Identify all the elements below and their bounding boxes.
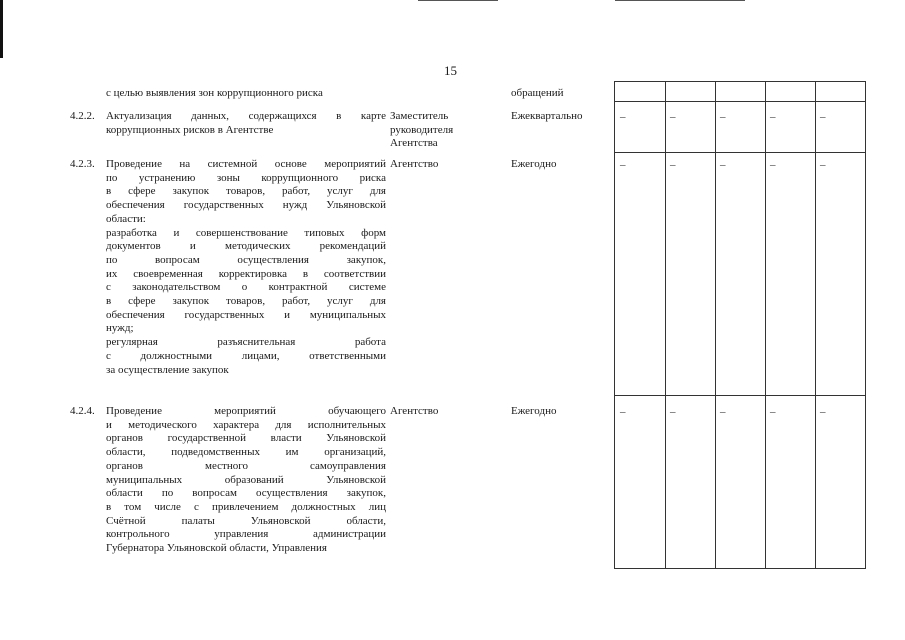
description-line: по устранению зоны коррупционного риска [106,171,386,184]
carry-over-period: обращений [511,87,564,99]
carry-over-description: с целью выявления зон коррупционного риска [106,87,323,99]
description-line: обеспечения государственных нужд Ульяновской [106,199,386,212]
grid-mark: – [670,111,676,123]
responsible-line: руководителя [390,123,454,136]
description-line: муниципальных образований Ульяновской [106,473,386,486]
description-line: Проведение мероприятий обучающего [106,405,386,417]
scan-top-line [418,0,498,1]
row-description [106,405,386,556]
description-line: Счётной палаты Ульяновской области, [106,514,386,527]
description-line: с законодательством о контрактной системе [106,281,386,294]
description-line: контрольного управления администрации [106,528,386,541]
row-period: Ежегодно [511,158,557,170]
responsible-line: Агентство [390,158,439,170]
grid-mark: – [620,406,626,418]
description-line: регулярная разъяснительная работа [106,336,386,349]
responsible-line: Агентства [390,137,438,150]
grid-mark: – [820,111,826,123]
grid-mark: – [770,406,776,418]
description-line: в сфере закупок товаров, работ, услуг для [106,295,386,308]
row-responsible [390,110,490,151]
description-line: разработка и совершенствование типовых форм [106,226,386,239]
scan-edge-mark [0,0,3,58]
description-line: обеспечения государственных и муниципальных [106,308,386,321]
grid-mark: – [820,159,826,171]
description-line: Губернатора Ульяновской области, Управления [106,542,327,555]
description-line: Проведение на системной основе мероприятий [106,158,386,170]
grid-mark: – [670,159,676,171]
description-line: органов государственной власти Ульяновской [106,432,386,445]
grid-mark: – [770,111,776,123]
description-line: в том числе с привлечением должностных лиц [106,500,386,513]
description-line: за осуществление закупок [106,363,229,376]
grid-mark: – [770,159,776,171]
row-period: Ежегодно [511,405,557,417]
description-line: их своевременная корректировка в соответствии [106,267,386,280]
responsible-line: Заместитель [390,110,449,122]
grid-mark: – [720,406,726,418]
description-line: нужд; [106,322,134,335]
row-number: 4.2.2. [70,110,95,122]
row-responsible [390,405,490,419]
description-line: по вопросам осуществления закупок, [106,253,386,266]
description-line: области по вопросам осуществления закупок, [106,487,386,500]
description-line: Актуализация данных, содержащихся в карте [106,110,386,122]
description-line: и методического характера для исполнительных [106,418,386,431]
grid-mark: – [620,111,626,123]
grid-mark: – [720,111,726,123]
description-line: коррупционных рисков в Агентстве [106,123,274,136]
description-line: области: [106,212,146,225]
grid-mark: – [670,406,676,418]
row-number: 4.2.4. [70,405,95,417]
row-description [106,158,386,377]
grid-mark: – [720,159,726,171]
description-line: с должностными лицами, ответственными [106,349,386,362]
row-number: 4.2.3. [70,158,95,170]
row-period: Ежеквартально [511,110,583,122]
row-description [106,110,386,137]
description-line: области, подведомственных им организаций, [106,446,386,459]
description-line: органов местного самоуправления [106,459,386,472]
responsible-line: Агентство [390,405,439,417]
description-line: документов и методических рекомендаций [106,240,386,253]
description-line: в сфере закупок товаров, работ, услуг для [106,185,386,198]
grid-mark: – [620,159,626,171]
row-responsible [390,158,490,172]
grid-mark: – [820,406,826,418]
scan-top-line [615,0,745,1]
page-number: 15 [444,63,457,78]
